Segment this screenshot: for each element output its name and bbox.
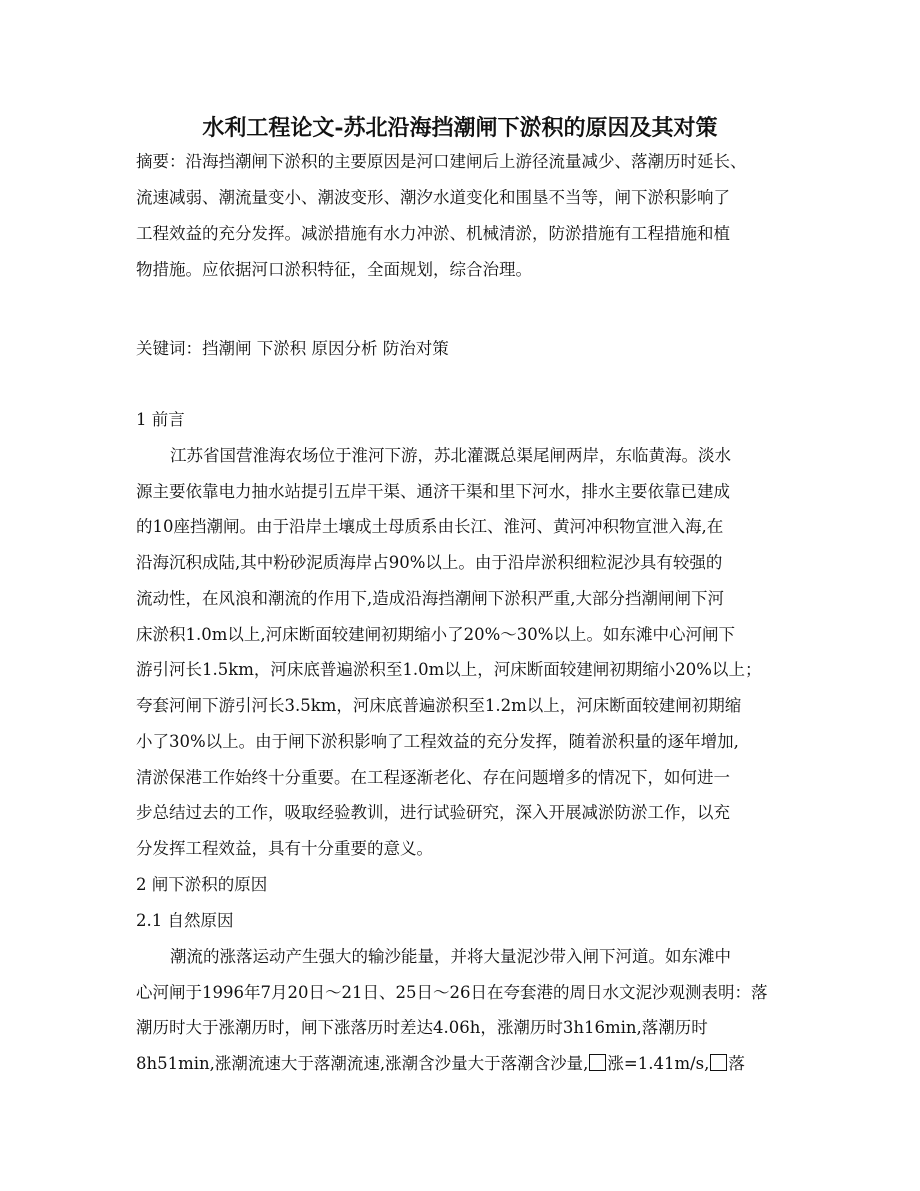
paragraph-line: 游引河长1.5km，河床底普遍淤积至1.0m以上，河床断面较建闸初期缩小20%以上； (136, 660, 762, 679)
paragraph-line: 江苏省国营淮海农场位于淮河下游，苏北灌溉总渠尾闸两岸，东临黄海。淡水 (170, 446, 731, 465)
section-2-heading: 2 闸下淤积的原因 (136, 875, 268, 894)
abstract-line: 物措施。应依据河口淤积特征，全面规划，综合治理。 (136, 260, 532, 279)
paragraph-line: 分发挥工程效益，具有十分重要的意义。 (136, 839, 433, 858)
abstract-line: 工程效益的充分发挥。减淤措施有水力冲淤、机械清淤，防淤措施有工程措施和植 (136, 224, 730, 243)
text-fragment: 落 (728, 1054, 745, 1073)
paragraph-line: 的10座挡潮闸。由于沿岸土壤成土母质系由长江、淮河、黄河冲积物宣泄入海,在 (136, 517, 724, 536)
paragraph-line: 夸套河闸下游引河长3.5km，河床底普遍淤积至1.2m以上，河床断面较建闸初期缩 (136, 696, 742, 715)
paragraph-line: 潮流的涨落运动产生强大的输沙能量，并将大量泥沙带入闸下河道。如东滩中 (170, 947, 731, 966)
missing-glyph-box-icon (710, 1054, 727, 1071)
section-2-1-heading: 2.1 自然原因 (136, 911, 234, 930)
paragraph-line (136, 1049, 745, 1079)
paragraph-line: 心河闸于1996年7月20日～21日、25日～26日在夸套港的周日水文泥沙观测表明：落 (136, 983, 768, 1002)
text-fragment: 8h51min,涨潮流速大于落潮流速,涨潮含沙量大于落潮含沙量, (136, 1054, 589, 1073)
paragraph-line: 沿海沉积成陆,其中粉砂泥质海岸占90%以上。由于沿岸淤积细粒泥沙具有较强的 (136, 553, 723, 572)
paragraph-line: 小了30%以上。由于闸下淤积影响了工程效益的充分发挥，随着淤积量的逐年增加, (136, 732, 739, 751)
paragraph-line: 清淤保港工作始终十分重要。在工程逐渐老化、存在问题增多的情况下，如何进一 (136, 768, 730, 787)
paragraph-line: 床淤积1.0m以上,河床断面较建闸初期缩小了20%～30%以上。如东滩中心河闸下 (136, 625, 735, 644)
document-title: 水利工程论文-苏北沿海挡潮闸下淤积的原因及其对策 (202, 115, 718, 141)
abstract-line: 流速减弱、潮流量变小、潮波变形、潮汐水道变化和围垦不当等，闸下淤积影响了 (136, 188, 730, 207)
abstract-line: 摘要：沿海挡潮闸下淤积的主要原因是河口建闸后上游径流量减少、落潮历时延长、 (136, 152, 747, 171)
paragraph-line: 源主要依靠电力抽水站提引五岸干渠、通济干渠和里下河水，排水主要依靠已建成 (136, 482, 730, 501)
paragraph-line: 潮历时大于涨潮历时，闸下涨落历时差达4.06h，涨潮历时3h16min,落潮历时 (136, 1018, 708, 1037)
section-1-heading: 1 前言 (136, 410, 185, 429)
paragraph-line: 步总结过去的工作，吸取经验教训，进行试验研究，深入开展减淤防淤工作，以充 (136, 803, 730, 822)
keywords: 关键词：挡潮闸 下淤积 原因分析 防治对策 (136, 339, 449, 358)
text-fragment: 涨=1.41m/s, (607, 1054, 710, 1073)
paragraph-line: 流动性，在风浪和潮流的作用下,造成沿海挡潮闸下淤积严重,大部分挡潮闸闸下河 (136, 589, 724, 608)
missing-glyph-box-icon (589, 1054, 606, 1071)
